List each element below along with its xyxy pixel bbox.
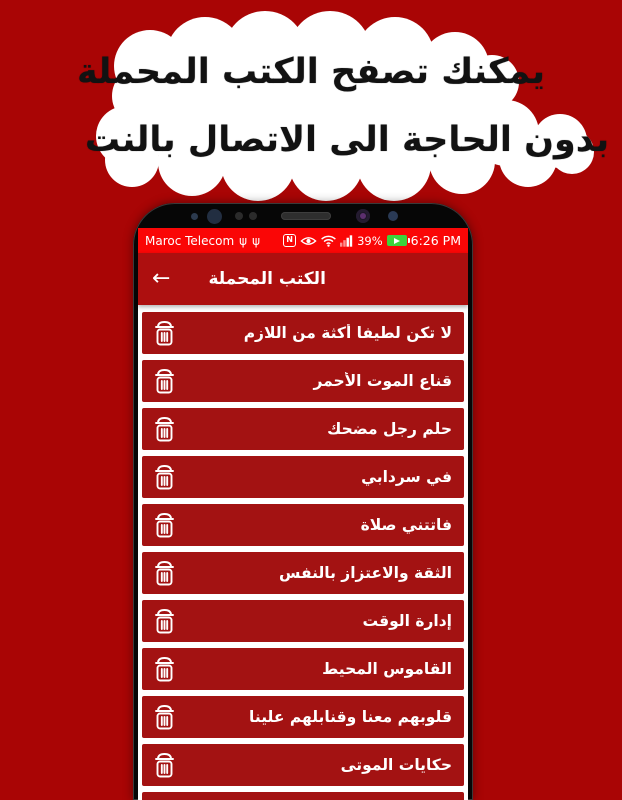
banner-line-1: يمكنك تصفح الكتب المحملة xyxy=(76,52,546,92)
delete-button[interactable] xyxy=(152,367,177,395)
trash-icon xyxy=(152,751,177,779)
sensor-dot xyxy=(235,212,243,220)
trash-icon xyxy=(152,319,177,347)
phone-frame xyxy=(133,203,473,800)
book-title: قلوبهم معنا وقنابلهم علينا xyxy=(249,708,452,726)
delete-button[interactable] xyxy=(152,751,177,779)
delete-button[interactable] xyxy=(152,319,177,347)
app-bar xyxy=(138,253,468,305)
battery-icon xyxy=(387,235,407,246)
promo-banner xyxy=(0,0,622,210)
eye-comfort-icon xyxy=(300,235,317,247)
back-button[interactable] xyxy=(152,268,170,290)
delete-button[interactable] xyxy=(152,703,177,731)
status-clock: 6:26 PM xyxy=(410,233,461,248)
book-title: إدارة الوقت xyxy=(362,612,452,630)
book-title: حكايات الموتى xyxy=(340,756,452,774)
book-row[interactable] xyxy=(142,696,464,738)
banner-line-2: بدون الحاجة الى الاتصال بالنت xyxy=(84,120,610,160)
carrier-label: Maroc Telecom xyxy=(145,233,235,248)
delete-button[interactable] xyxy=(152,655,177,683)
signal-icon xyxy=(340,235,353,247)
status-left-group xyxy=(145,234,260,248)
delete-button[interactable] xyxy=(152,559,177,587)
sensor-dot xyxy=(249,212,257,220)
trash-icon xyxy=(152,559,177,587)
battery-percent: 39% xyxy=(357,233,383,248)
status-right-group xyxy=(283,233,461,248)
trash-icon xyxy=(152,511,177,539)
delete-button[interactable] xyxy=(152,463,177,491)
page-title: الكتب المحملة xyxy=(208,269,326,289)
cloud-shape xyxy=(0,0,622,210)
trash-icon xyxy=(152,655,177,683)
book-row[interactable] xyxy=(142,408,464,450)
book-row[interactable] xyxy=(142,360,464,402)
book-row[interactable] xyxy=(142,456,464,498)
book-title: فاتتني صلاة xyxy=(360,516,452,534)
trash-icon xyxy=(152,703,177,731)
charging-arrow-icon xyxy=(394,238,400,244)
front-camera xyxy=(356,209,370,223)
earpiece-speaker xyxy=(281,212,331,220)
book-row[interactable] xyxy=(142,312,464,354)
book-title: لا تكن لطيفا أكثة من اللازم xyxy=(243,324,452,342)
book-row[interactable] xyxy=(142,744,464,786)
book-title: حلم رجل مضحك xyxy=(327,420,452,438)
trash-icon xyxy=(152,367,177,395)
usb-icon: ψ xyxy=(239,233,248,248)
phone-screen xyxy=(138,228,468,800)
book-title: قناع الموت الأحمر xyxy=(313,372,452,390)
usb-icon: ψ xyxy=(252,233,260,248)
delete-button[interactable] xyxy=(152,415,177,443)
phone-top-bezel xyxy=(133,203,473,228)
proximity-sensor-dot xyxy=(191,213,198,220)
book-title: في سردابي xyxy=(361,468,452,486)
book-row-partial[interactable] xyxy=(142,792,464,800)
book-row[interactable] xyxy=(142,504,464,546)
book-title: الثقة والاعتزاز بالنفس xyxy=(279,564,452,582)
book-row[interactable] xyxy=(142,552,464,594)
nfc-icon: N xyxy=(283,234,296,247)
status-bar xyxy=(138,228,468,253)
trash-icon xyxy=(152,607,177,635)
trash-icon xyxy=(152,415,177,443)
book-title: القاموس المحيط xyxy=(322,660,452,678)
delete-button[interactable] xyxy=(152,511,177,539)
iris-sensor-dot xyxy=(207,209,222,224)
delete-button[interactable] xyxy=(152,607,177,635)
light-sensor-dot xyxy=(388,211,398,221)
book-row[interactable] xyxy=(142,600,464,642)
downloaded-books-list xyxy=(138,305,468,800)
trash-icon xyxy=(152,463,177,491)
book-row[interactable] xyxy=(142,648,464,690)
wifi-icon xyxy=(321,235,336,247)
back-arrow-icon: ← xyxy=(152,266,171,291)
